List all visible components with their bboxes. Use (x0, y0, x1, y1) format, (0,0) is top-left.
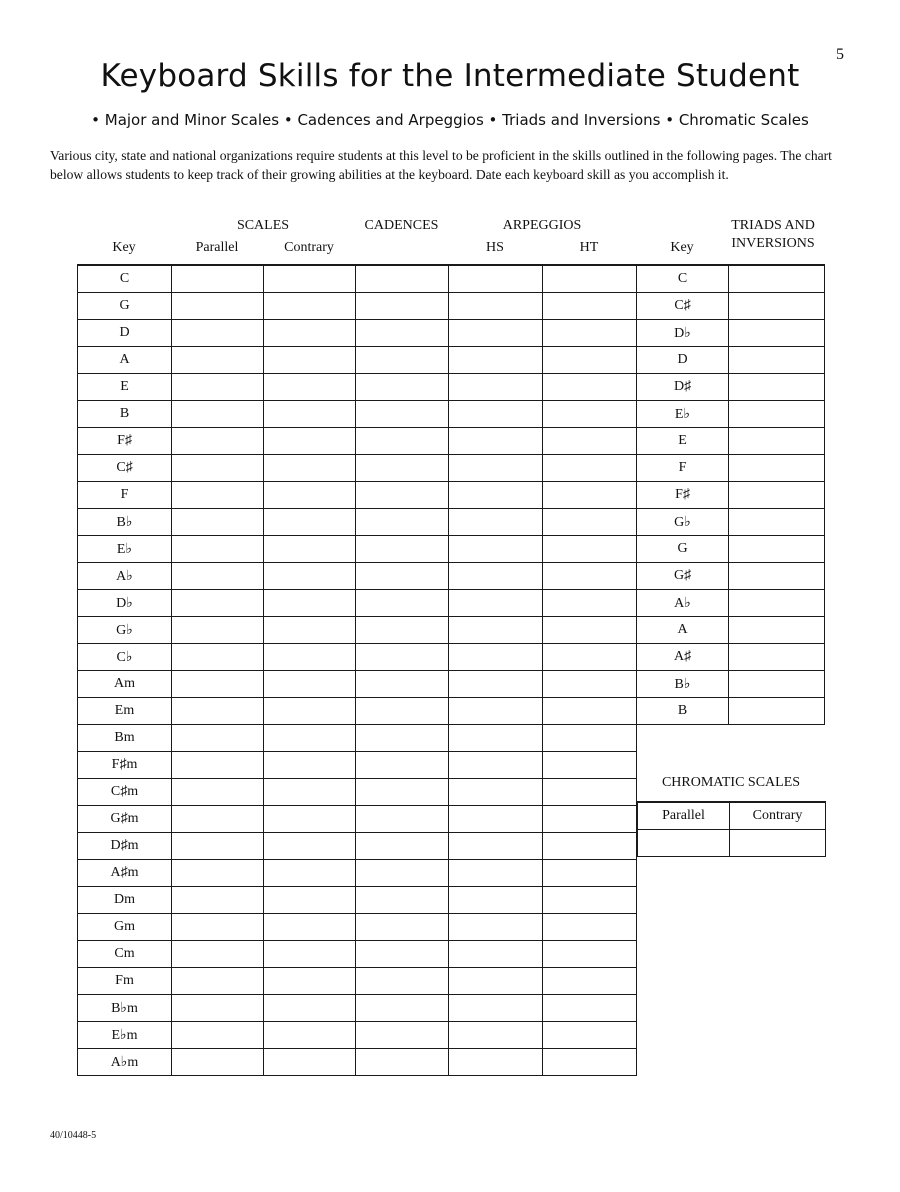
triad-row (637, 482, 825, 509)
key-label: G (78, 293, 172, 320)
key-label: Am (78, 671, 172, 698)
triad-key-label: F♯ (637, 482, 729, 509)
contrary-header: Contrary (284, 240, 334, 255)
triads-header-line1: TRIADS AND (731, 218, 815, 233)
triad-key-label: D♯ (637, 374, 729, 401)
cadences-cell[interactable] (356, 806, 449, 833)
cadences-cell[interactable] (356, 1022, 449, 1049)
arpeggio-hs-cell[interactable] (449, 752, 543, 779)
key-row (78, 590, 637, 617)
triad-row (637, 320, 825, 347)
triad-row (637, 374, 825, 401)
triad-key-label: G♯ (637, 563, 729, 590)
triads-inversions-cell[interactable] (729, 455, 825, 482)
contrary-cell[interactable] (264, 644, 356, 671)
key-row (78, 860, 637, 887)
key-label: A♯m (78, 860, 172, 887)
arpeggio-ht-cell[interactable] (543, 860, 637, 887)
triad-key-label: B♭ (637, 671, 729, 698)
key-row (78, 347, 637, 374)
triads-inversions-cell[interactable] (729, 428, 825, 455)
cadences-cell[interactable] (356, 887, 449, 914)
cadences-cell[interactable] (356, 428, 449, 455)
triads-inversions-cell[interactable] (729, 482, 825, 509)
key-row (78, 725, 637, 752)
key-row (78, 1022, 637, 1049)
page-number: 5 (836, 46, 844, 63)
key-label: C (78, 265, 172, 293)
contrary-cell[interactable] (264, 265, 356, 293)
triads-inversions-cell[interactable] (729, 293, 825, 320)
key-label: Fm (78, 968, 172, 995)
cadences-header: CADENCES (364, 218, 439, 233)
triad-key-label: G♭ (637, 509, 729, 536)
cadences-cell[interactable] (356, 833, 449, 860)
arpeggio-hs-cell[interactable] (449, 1049, 543, 1076)
arpeggio-hs-cell[interactable] (449, 806, 543, 833)
arpeggio-hs-cell[interactable] (449, 320, 543, 347)
key-row (78, 509, 637, 536)
key-label: D (78, 320, 172, 347)
key-row (78, 1049, 637, 1076)
key-label: D♯m (78, 833, 172, 860)
contrary-cell[interactable] (264, 509, 356, 536)
triads-inversions-cell[interactable] (729, 374, 825, 401)
chromatic-entry-row (638, 830, 826, 857)
key-label: B♭ (78, 509, 172, 536)
cadences-cell[interactable] (356, 482, 449, 509)
triads-inversions-cell[interactable] (729, 347, 825, 374)
contrary-cell[interactable] (264, 536, 356, 563)
triad-row (637, 293, 825, 320)
contrary-cell[interactable] (264, 698, 356, 725)
parallel-cell[interactable] (172, 482, 264, 509)
key-label: A♭m (78, 1049, 172, 1076)
parallel-cell[interactable] (172, 806, 264, 833)
contrary-cell[interactable] (264, 671, 356, 698)
triads-inversions-cell[interactable] (729, 536, 825, 563)
key-label: C♯ (78, 455, 172, 482)
parallel-cell[interactable] (172, 752, 264, 779)
contrary-cell[interactable] (264, 617, 356, 644)
page-subtitle: • Major and Minor Scales • Cadences and Arpeggios • Triads and Inversions • Chromatic Scales (91, 111, 809, 129)
triad-row (637, 563, 825, 590)
cadences-cell[interactable] (356, 374, 449, 401)
triad-row (637, 509, 825, 536)
key-row (78, 644, 637, 671)
key-label: B (78, 401, 172, 428)
contrary-cell[interactable] (264, 833, 356, 860)
page-title: Keyboard Skills for the Intermediate Student (100, 58, 800, 94)
cadences-cell[interactable] (356, 1049, 449, 1076)
key-label: Gm (78, 914, 172, 941)
key-label: A (78, 347, 172, 374)
parallel-cell[interactable] (172, 860, 264, 887)
cadences-cell[interactable] (356, 941, 449, 968)
cadences-cell[interactable] (356, 698, 449, 725)
key-label: G♯m (78, 806, 172, 833)
arpeggio-ht-cell[interactable] (543, 536, 637, 563)
key-header: Key (112, 240, 136, 255)
triad-row (637, 265, 825, 293)
key-row (78, 374, 637, 401)
key-right-header: Key (670, 240, 694, 255)
parallel-cell[interactable] (172, 320, 264, 347)
contrary-cell[interactable] (264, 563, 356, 590)
triad-key-label: E♭ (637, 401, 729, 428)
key-row (78, 428, 637, 455)
cadences-cell[interactable] (356, 644, 449, 671)
key-label: C♭ (78, 644, 172, 671)
arpeggios-header: ARPEGGIOS (502, 218, 582, 233)
cadences-cell[interactable] (356, 860, 449, 887)
arpeggio-hs-cell[interactable] (449, 455, 543, 482)
triad-key-label: E (637, 428, 729, 455)
arpeggio-hs-cell[interactable] (449, 833, 543, 860)
cadences-cell[interactable] (356, 779, 449, 806)
key-label: E♭m (78, 1022, 172, 1049)
arpeggio-hs-cell[interactable] (449, 779, 543, 806)
parallel-cell[interactable] (172, 509, 264, 536)
cadences-cell[interactable] (356, 725, 449, 752)
arpeggio-ht-cell[interactable] (543, 374, 637, 401)
scales-header: SCALES (236, 218, 290, 233)
arpeggio-hs-cell[interactable] (449, 265, 543, 293)
triad-key-label: G (637, 536, 729, 563)
contrary-cell[interactable] (264, 1022, 356, 1049)
parallel-cell[interactable] (172, 1022, 264, 1049)
parallel-cell[interactable] (172, 887, 264, 914)
arpeggio-ht-cell[interactable] (543, 482, 637, 509)
parallel-cell[interactable] (172, 590, 264, 617)
contrary-cell[interactable] (264, 401, 356, 428)
triads-inversions-cell[interactable] (729, 671, 825, 698)
parallel-cell[interactable] (172, 671, 264, 698)
contrary-cell[interactable] (264, 1049, 356, 1076)
parallel-cell[interactable] (172, 617, 264, 644)
key-row (78, 833, 637, 860)
cadences-cell[interactable] (356, 509, 449, 536)
triad-row (637, 671, 825, 698)
key-label: Dm (78, 887, 172, 914)
triads-inversions-cell[interactable] (729, 320, 825, 347)
contrary-cell[interactable] (264, 914, 356, 941)
triad-row (637, 347, 825, 374)
arpeggio-ht-cell[interactable] (543, 644, 637, 671)
arpeggio-ht-cell[interactable] (543, 1022, 637, 1049)
arpeggio-ht-cell[interactable] (543, 293, 637, 320)
contrary-cell[interactable] (264, 941, 356, 968)
arpeggio-hs-cell[interactable] (449, 509, 543, 536)
arpeggio-ht-cell[interactable] (543, 833, 637, 860)
parallel-cell[interactable] (172, 428, 264, 455)
key-row (78, 536, 637, 563)
key-row (78, 671, 637, 698)
cadences-cell[interactable] (356, 293, 449, 320)
triad-key-label: A♯ (637, 644, 729, 671)
key-row (78, 995, 637, 1022)
arpeggio-hs-cell[interactable] (449, 887, 543, 914)
arpeggio-ht-cell[interactable] (543, 617, 637, 644)
triad-key-label: D (637, 347, 729, 374)
arpeggio-hs-cell[interactable] (449, 482, 543, 509)
key-label: D♭ (78, 590, 172, 617)
key-row (78, 698, 637, 725)
key-label: E♭ (78, 536, 172, 563)
arpeggio-hs-cell[interactable] (449, 374, 543, 401)
arpeggio-ht-cell[interactable] (543, 779, 637, 806)
arpeggio-hs-cell[interactable] (449, 725, 543, 752)
cadences-cell[interactable] (356, 347, 449, 374)
arpeggio-hs-cell[interactable] (449, 536, 543, 563)
parallel-cell[interactable] (172, 833, 264, 860)
triad-key-label: A♭ (637, 590, 729, 617)
triads-inversions-cell[interactable] (729, 698, 825, 725)
parallel-cell[interactable] (172, 644, 264, 671)
cadences-cell[interactable] (356, 401, 449, 428)
contrary-cell[interactable] (264, 779, 356, 806)
cadences-cell[interactable] (356, 590, 449, 617)
cadences-cell[interactable] (356, 752, 449, 779)
cadences-cell[interactable] (356, 563, 449, 590)
cadences-cell[interactable] (356, 914, 449, 941)
contrary-cell[interactable] (264, 320, 356, 347)
key-label: C♯m (78, 779, 172, 806)
cadences-cell[interactable] (356, 536, 449, 563)
parallel-cell[interactable] (172, 698, 264, 725)
arpeggio-hs-cell[interactable] (449, 698, 543, 725)
arpeggio-hs-cell[interactable] (449, 941, 543, 968)
key-label: E (78, 374, 172, 401)
arpeggio-ht-cell[interactable] (543, 590, 637, 617)
arpeggio-ht-cell[interactable] (543, 968, 637, 995)
cadences-cell[interactable] (356, 671, 449, 698)
key-label: Cm (78, 941, 172, 968)
cadences-cell[interactable] (356, 968, 449, 995)
cadences-cell[interactable] (356, 265, 449, 293)
arpeggio-hs-cell[interactable] (449, 644, 543, 671)
arpeggio-ht-cell[interactable] (543, 401, 637, 428)
key-label: F (78, 482, 172, 509)
contrary-cell[interactable] (264, 590, 356, 617)
triad-key-label: C (637, 265, 729, 293)
arpeggio-ht-cell[interactable] (543, 509, 637, 536)
key-label: G♭ (78, 617, 172, 644)
triad-row (637, 455, 825, 482)
triad-key-label: F (637, 455, 729, 482)
key-label: B♭m (78, 995, 172, 1022)
parallel-cell[interactable] (172, 914, 264, 941)
triads-inversions-cell[interactable] (729, 563, 825, 590)
key-row (78, 941, 637, 968)
key-row (78, 320, 637, 347)
contrary-cell[interactable] (264, 725, 356, 752)
scales-table (77, 264, 637, 1076)
parallel-cell[interactable] (172, 563, 264, 590)
parallel-cell[interactable] (172, 374, 264, 401)
arpeggio-hs-cell[interactable] (449, 914, 543, 941)
parallel-cell[interactable] (172, 968, 264, 995)
arpeggio-hs-cell[interactable] (449, 428, 543, 455)
triad-key-label: B (637, 698, 729, 725)
contrary-cell[interactable] (264, 428, 356, 455)
chromatic-table (637, 801, 826, 857)
arpeggio-ht-cell[interactable] (543, 887, 637, 914)
arpeggio-ht-cell[interactable] (543, 455, 637, 482)
footer-code: 40/10448-5 (50, 1130, 97, 1141)
parallel-cell[interactable] (172, 401, 264, 428)
parallel-cell[interactable] (172, 265, 264, 293)
key-label: F♯ (78, 428, 172, 455)
contrary-cell[interactable] (264, 995, 356, 1022)
triad-row (637, 698, 825, 725)
parallel-cell[interactable] (172, 941, 264, 968)
chromatic-parallel-label: Parallel (638, 802, 730, 830)
arpeggio-ht-cell[interactable] (543, 563, 637, 590)
arpeggio-ht-cell[interactable] (543, 265, 637, 293)
arpeggio-ht-cell[interactable] (543, 941, 637, 968)
triads-header-line2: INVERSIONS (731, 236, 815, 251)
parallel-cell[interactable] (172, 347, 264, 374)
key-label: F♯m (78, 752, 172, 779)
key-row (78, 968, 637, 995)
parallel-cell[interactable] (172, 455, 264, 482)
arpeggio-ht-cell[interactable] (543, 806, 637, 833)
ht-header: HT (579, 240, 599, 255)
contrary-cell[interactable] (264, 752, 356, 779)
cadences-cell[interactable] (356, 995, 449, 1022)
parallel-cell[interactable] (172, 1049, 264, 1076)
triad-row (637, 644, 825, 671)
contrary-cell[interactable] (264, 455, 356, 482)
chromatic-contrary-cell[interactable] (730, 830, 826, 857)
arpeggio-hs-cell[interactable] (449, 293, 543, 320)
triad-row (637, 401, 825, 428)
key-row (78, 563, 637, 590)
key-label: Em (78, 698, 172, 725)
arpeggio-ht-cell[interactable] (543, 725, 637, 752)
parallel-cell[interactable] (172, 725, 264, 752)
triad-key-label: C♯ (637, 293, 729, 320)
key-row (78, 887, 637, 914)
arpeggio-ht-cell[interactable] (543, 347, 637, 374)
key-row (78, 401, 637, 428)
key-row (78, 455, 637, 482)
triads-inversions-cell[interactable] (729, 509, 825, 536)
parallel-cell[interactable] (172, 293, 264, 320)
key-row (78, 482, 637, 509)
triads-inversions-cell[interactable] (729, 644, 825, 671)
triad-row (637, 536, 825, 563)
key-row (78, 806, 637, 833)
triad-row (637, 617, 825, 644)
triads-inversions-cell[interactable] (729, 617, 825, 644)
triads-inversions-cell[interactable] (729, 590, 825, 617)
key-row (78, 293, 637, 320)
key-row (78, 914, 637, 941)
arpeggio-hs-cell[interactable] (449, 401, 543, 428)
arpeggio-hs-cell[interactable] (449, 563, 543, 590)
arpeggio-ht-cell[interactable] (543, 752, 637, 779)
arpeggio-ht-cell[interactable] (543, 428, 637, 455)
key-row (78, 779, 637, 806)
arpeggio-ht-cell[interactable] (543, 320, 637, 347)
contrary-cell[interactable] (264, 482, 356, 509)
arpeggio-hs-cell[interactable] (449, 617, 543, 644)
contrary-cell[interactable] (264, 806, 356, 833)
arpeggio-hs-cell[interactable] (449, 968, 543, 995)
intro-paragraph: Various city, state and national organizations require students at this level to be proficient in the skills outlined in the following pages. The chart below allows students to keep track of their growing abilities at the keyboard. Date each keyboard skill as you accomplish it. (50, 148, 832, 182)
triads-table (636, 264, 825, 725)
triad-row (637, 428, 825, 455)
hs-header: HS (486, 240, 504, 255)
contrary-cell[interactable] (264, 968, 356, 995)
arpeggio-hs-cell[interactable] (449, 347, 543, 374)
parallel-cell[interactable] (172, 536, 264, 563)
triads-inversions-cell[interactable] (729, 401, 825, 428)
chromatic-header-row (638, 802, 826, 830)
chromatic-contrary-label: Contrary (730, 802, 826, 830)
parallel-header: Parallel (195, 240, 239, 255)
contrary-cell[interactable] (264, 860, 356, 887)
key-row (78, 752, 637, 779)
arpeggio-ht-cell[interactable] (543, 995, 637, 1022)
triads-inversions-cell[interactable] (729, 265, 825, 293)
cadences-cell[interactable] (356, 320, 449, 347)
contrary-cell[interactable] (264, 887, 356, 914)
cadences-cell[interactable] (356, 455, 449, 482)
arpeggio-ht-cell[interactable] (543, 698, 637, 725)
chromatic-scales-title: CHROMATIC SCALES (661, 775, 801, 790)
contrary-cell[interactable] (264, 293, 356, 320)
parallel-cell[interactable] (172, 779, 264, 806)
key-row (78, 617, 637, 644)
key-row (78, 265, 637, 293)
key-label: A♭ (78, 563, 172, 590)
triad-key-label: D♭ (637, 320, 729, 347)
arpeggio-ht-cell[interactable] (543, 914, 637, 941)
cadences-cell[interactable] (356, 617, 449, 644)
arpeggio-hs-cell[interactable] (449, 1022, 543, 1049)
key-label: Bm (78, 725, 172, 752)
contrary-cell[interactable] (264, 347, 356, 374)
triad-row (637, 590, 825, 617)
triad-key-label: A (637, 617, 729, 644)
arpeggio-ht-cell[interactable] (543, 1049, 637, 1076)
contrary-cell[interactable] (264, 374, 356, 401)
arpeggio-ht-cell[interactable] (543, 671, 637, 698)
arpeggio-hs-cell[interactable] (449, 590, 543, 617)
parallel-cell[interactable] (172, 995, 264, 1022)
arpeggio-hs-cell[interactable] (449, 995, 543, 1022)
arpeggio-hs-cell[interactable] (449, 671, 543, 698)
chromatic-parallel-cell[interactable] (638, 830, 730, 857)
arpeggio-hs-cell[interactable] (449, 860, 543, 887)
